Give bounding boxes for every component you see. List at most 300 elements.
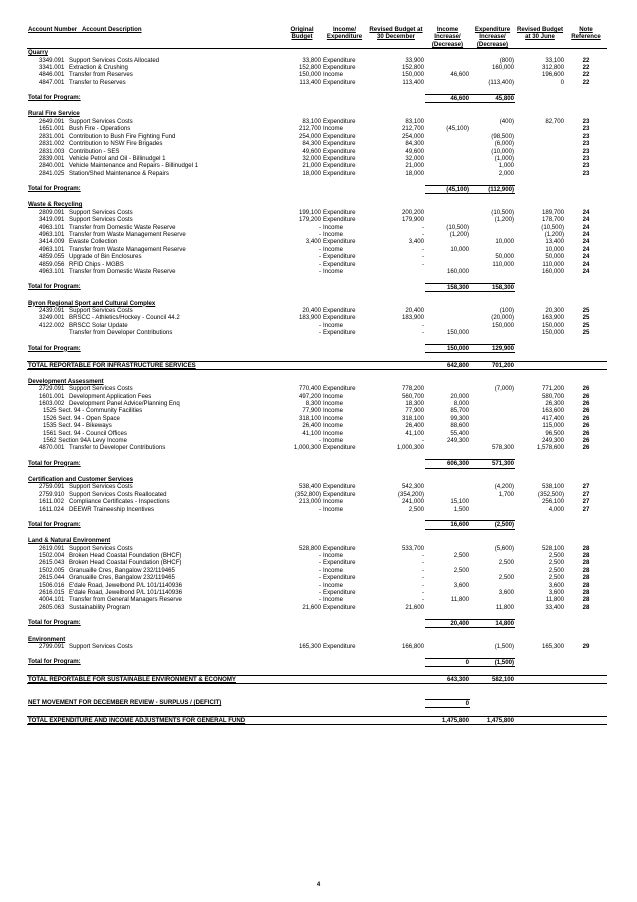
note-reference-cell: 24 — [582, 253, 590, 261]
revised-budget-cell: - — [421, 321, 424, 329]
expenditure-change-cell: 150,000 — [491, 321, 514, 329]
income-change-cell: 10,000 — [450, 245, 469, 253]
spacer-cell — [27, 193, 607, 201]
section-heading: Development Assessment — [28, 377, 104, 385]
table-row — [27, 133, 607, 140]
total-expenditure-change: 45,800 — [470, 94, 515, 102]
revised-june-cell: 2,500 — [548, 552, 564, 560]
table-row — [27, 407, 607, 414]
expenditure-change-cell: 2,500 — [498, 559, 514, 567]
header-revised-budget: Revised Budget at 30 December — [369, 26, 423, 41]
income-expenditure-cell: Income — [323, 498, 343, 506]
income-expenditure-cell: Income — [323, 268, 343, 275]
expenditure-change-cell: 2,500 — [498, 574, 514, 582]
total-expenditure-change: 14,800 — [470, 619, 515, 627]
total-label: NET MOVEMENT FOR DECEMBER REVIEW - SURPLUS / (DEFICIT) — [28, 699, 222, 707]
account-cell — [27, 170, 282, 177]
account-description: BRSCC Solar Update — [69, 321, 128, 329]
account-number: 2616.015 — [39, 589, 65, 597]
program-total-row — [27, 185, 607, 193]
empty-cell — [565, 521, 607, 529]
spacer-row — [27, 650, 607, 658]
table-row — [27, 261, 607, 268]
account-description: Transfer from Developer Contributions — [69, 329, 173, 337]
account-number: 1502.005 — [39, 566, 65, 574]
table-row — [27, 253, 607, 260]
revised-june-cell: 82,700 — [545, 117, 564, 125]
income-change-cell: 85,700 — [450, 407, 469, 415]
spacer-row — [27, 103, 607, 111]
account-number: 1506.016 — [39, 581, 65, 589]
total-label: Total for Program: — [28, 344, 81, 352]
account-number: 4963.101 — [39, 268, 65, 275]
total-income-change: 1,475,800 — [425, 716, 470, 724]
account-number: 1611.024 — [39, 505, 64, 513]
section-heading-row — [27, 476, 607, 483]
section-heading-row — [27, 537, 607, 544]
total-income-change: 606,300 — [425, 460, 470, 468]
account-number: 4846.001 — [39, 71, 65, 79]
table-row — [27, 209, 607, 216]
account-number: 2649.091 — [39, 117, 65, 125]
table-row — [27, 268, 607, 275]
spacer-row — [27, 611, 607, 619]
empty-cell — [515, 658, 565, 666]
income-expenditure-cell: Expenditure — [323, 208, 356, 216]
empty-cell — [515, 361, 565, 369]
account-cell — [27, 545, 282, 552]
table-row — [27, 329, 607, 336]
income-expenditure-cell: Expenditure — [323, 603, 356, 611]
income-expenditure-cell: Income — [323, 245, 343, 253]
account-description: Transfer from General Managers Reserve — [69, 596, 182, 604]
original-budget-cell: 18,000 — [302, 169, 321, 177]
income-expenditure-cell: Expenditure — [323, 385, 356, 393]
revised-june-cell: 2,500 — [548, 574, 564, 582]
page-number: 4 — [316, 882, 321, 888]
income-change-cell — [425, 444, 470, 451]
income-expenditure-cell: Income — [323, 414, 343, 422]
program-total-row — [27, 460, 607, 468]
table-row — [27, 430, 607, 437]
income-expenditure-cell: Expenditure — [323, 238, 356, 246]
original-budget-cell: - — [318, 245, 321, 253]
spacer-row — [27, 292, 607, 300]
expenditure-change-cell: 3,600 — [498, 589, 514, 597]
note-reference-cell: 28 — [582, 544, 590, 552]
income-change-cell — [425, 574, 470, 581]
expenditure-change-cell — [470, 224, 515, 231]
expenditure-change-cell — [470, 498, 515, 505]
original-budget-cell: 32,000 — [302, 154, 321, 162]
revised-budget-cell: 212,700 — [401, 125, 424, 133]
note-reference-cell: 26 — [582, 444, 590, 452]
original-budget-cell: - — [318, 321, 321, 329]
total-label: TOTAL EXPENDITURE AND INCOME ADJUSTMENTS FOR GENERAL FUND — [27, 716, 425, 724]
revised-june-cell: 165,300 — [541, 642, 564, 650]
account-description: Vehicle Petrol and Oil - Billinudgel 1 — [69, 154, 166, 162]
account-number: 2615.044 — [39, 574, 65, 582]
revised-june-cell: 580,700 — [541, 392, 564, 400]
account-cell — [27, 444, 282, 451]
income-change-cell — [425, 118, 470, 125]
revised-budget-cell: 778,200 — [401, 385, 424, 393]
header-expenditure-increase: Expenditure Increase/ (Decrease) — [474, 26, 511, 48]
table-row — [27, 57, 607, 64]
income-change-cell — [425, 170, 470, 177]
income-expenditure-cell: Expenditure — [323, 490, 356, 498]
grand-total-row — [27, 716, 607, 724]
account-description: Compliance Certificates - Inspections — [69, 498, 170, 506]
revised-budget-cell: 166,800 — [401, 642, 424, 650]
account-cell — [27, 261, 282, 268]
income-expenditure-cell: Expenditure — [323, 169, 356, 177]
original-budget-cell: 84,300 — [302, 140, 321, 148]
table-row — [27, 385, 607, 392]
empty-cell — [515, 716, 565, 724]
table-row — [27, 574, 607, 581]
account-cell — [27, 79, 282, 86]
table-row — [27, 604, 607, 611]
income-expenditure-cell: Expenditure — [323, 56, 356, 64]
account-description: Station/Shed Maintenance & Repairs — [69, 169, 169, 177]
income-expenditure-cell: Income — [323, 399, 343, 407]
income-expenditure-cell: Expenditure — [323, 147, 356, 155]
total-expenditure-change: 571,300 — [470, 460, 515, 468]
total-income-change: (45,100) — [425, 185, 470, 193]
note-reference-cell: 24 — [582, 238, 590, 246]
table-row — [27, 170, 607, 177]
note-reference-cell: 28 — [582, 552, 590, 560]
expenditure-change-cell — [470, 430, 515, 437]
empty-cell — [515, 521, 565, 529]
revised-june-cell: 20,300 — [545, 307, 564, 315]
table-row — [27, 64, 607, 71]
empty-cell — [565, 185, 607, 193]
income-change-cell: 160,000 — [446, 268, 469, 275]
account-description: Sustainability Program — [69, 603, 130, 611]
note-reference-cell: 27 — [582, 498, 590, 506]
account-cell — [27, 437, 282, 444]
total-label: Total for Program: — [28, 459, 81, 467]
original-budget-cell: 538,400 — [298, 483, 321, 491]
account-number: 2831.003 — [39, 147, 65, 155]
table-header-row — [27, 26, 607, 49]
revised-june-cell: 538,100 — [541, 483, 564, 491]
table-row — [27, 148, 607, 155]
table-row — [27, 596, 607, 603]
revised-june-cell: 2,500 — [548, 566, 564, 574]
income-change-cell — [425, 491, 470, 498]
original-budget-cell: 26,400 — [302, 422, 321, 430]
revised-june-cell — [515, 125, 565, 132]
original-budget-cell: 8,300 — [305, 399, 321, 407]
note-reference-cell: 22 — [582, 78, 590, 86]
note-reference-cell: 24 — [582, 223, 590, 231]
table-row — [27, 559, 607, 566]
income-expenditure-cell: Expenditure — [323, 329, 356, 337]
spacer-cell — [27, 103, 607, 111]
total-label: Total for Program: — [28, 283, 81, 291]
revised-budget-cell: - — [421, 230, 424, 238]
account-number: 1502.004 — [39, 552, 65, 560]
empty-cell — [565, 675, 607, 683]
income-change-cell — [425, 216, 470, 223]
note-reference-cell: 26 — [582, 422, 590, 430]
income-change-cell — [425, 322, 470, 329]
note-reference-cell: 23 — [582, 169, 590, 177]
revised-june-cell: 150,000 — [541, 329, 564, 337]
note-reference-cell: 28 — [582, 574, 590, 582]
account-number: 3341.001 — [39, 64, 65, 72]
account-cell — [27, 238, 282, 245]
revised-budget-cell: 560,700 — [401, 392, 424, 400]
income-expenditure-cell: Income — [323, 407, 343, 415]
account-description: Support Services Costs — [69, 483, 133, 491]
income-expenditure-cell: Income — [323, 436, 343, 444]
revised-budget-cell: 21,600 — [405, 603, 424, 611]
account-cell — [27, 133, 282, 140]
revised-budget-cell: 183,900 — [401, 314, 424, 322]
account-number: 2759.910 — [39, 490, 65, 498]
account-description: Granuaille Cres, Bangalow 232/119465 — [69, 574, 175, 582]
account-description: Granuaille Cres, Bangalow 232/119465 — [69, 566, 175, 574]
section-heading-row — [27, 201, 607, 208]
spacer-row — [27, 708, 607, 716]
income-change-cell — [425, 385, 470, 392]
income-change-cell: 99,300 — [450, 414, 469, 422]
total-expenditure-change: 1,475,800 — [470, 716, 515, 724]
note-reference-cell: 24 — [582, 208, 590, 216]
account-cell — [27, 209, 282, 216]
account-number: 3249.001 — [39, 314, 65, 322]
income-change-cell: (10,500) — [446, 223, 469, 231]
income-change-cell: 15,100 — [450, 498, 469, 506]
empty-cell — [565, 658, 607, 666]
expenditure-change-cell — [470, 125, 515, 132]
account-cell — [27, 422, 282, 429]
revised-budget-cell: 20,400 — [405, 307, 424, 315]
revised-budget-cell — [367, 268, 425, 275]
account-cell — [27, 314, 282, 321]
empty-cell — [515, 185, 565, 193]
account-description: Transfer from Domestic Waste Reserve — [69, 268, 176, 275]
revised-budget-cell: - — [421, 559, 424, 567]
account-description: Support Services Costs Reallocated — [69, 490, 167, 498]
original-budget-cell: 41,100 — [302, 429, 321, 437]
revised-budget-cell: - — [421, 223, 424, 231]
empty-cell — [515, 345, 565, 353]
table-row — [27, 71, 607, 78]
original-budget-cell: - — [318, 260, 321, 268]
spacer-cell — [27, 177, 607, 185]
account-number: 2809.091 — [39, 208, 65, 216]
account-cell — [27, 582, 282, 589]
total-expenditure-change: (2,500) — [470, 521, 515, 529]
total-expenditure-change: (112,900) — [470, 185, 515, 193]
account-cell — [27, 140, 282, 147]
account-cell — [27, 385, 282, 392]
account-number: 2759.091 — [39, 483, 65, 491]
income-expenditure-cell: Income — [323, 429, 343, 437]
account-cell — [27, 574, 282, 581]
account-cell — [27, 148, 282, 155]
spacer-cell — [27, 337, 607, 345]
income-change-cell — [425, 140, 470, 147]
total-income-change: 150,000 — [425, 345, 470, 353]
note-reference-cell: 22 — [582, 56, 590, 64]
revised-june-cell — [515, 133, 565, 140]
account-description: 1561 Sect. 94 - Council Offices — [43, 429, 127, 437]
income-change-cell — [425, 314, 470, 321]
section-heading-row — [27, 300, 607, 307]
spacer-row — [27, 683, 607, 691]
empty-cell — [515, 94, 565, 102]
income-change-cell — [425, 559, 470, 566]
income-expenditure-cell: Income — [323, 392, 343, 400]
program-total-row — [27, 283, 607, 291]
original-budget-cell: 113,400 — [299, 78, 321, 86]
account-cell — [27, 231, 282, 238]
expenditure-change-cell: 160,000 — [491, 64, 514, 72]
total-income-change: 642,800 — [425, 361, 470, 369]
section-heading-row — [27, 110, 607, 117]
revised-budget-cell: 18,000 — [405, 169, 424, 177]
income-expenditure-cell: Expenditure — [323, 589, 356, 597]
revised-budget-cell: 3,400 — [408, 238, 424, 246]
income-expenditure-cell: Income — [323, 223, 343, 231]
empty-cell — [565, 716, 607, 724]
account-description: 1525 Sect. 94 - Community Facilities — [43, 407, 143, 415]
header-note-reference: Note Reference — [571, 26, 601, 41]
note-reference-cell: 26 — [582, 392, 590, 400]
note-reference-cell: 24 — [582, 230, 590, 238]
revised-budget-cell: - — [421, 596, 424, 604]
table-row — [27, 322, 607, 329]
account-cell — [27, 400, 282, 407]
original-budget-cell: - — [318, 559, 321, 567]
revised-june-cell: (10,500) — [541, 223, 564, 231]
original-budget-cell: 212,700 — [298, 125, 321, 133]
note-reference-cell: 23 — [582, 140, 590, 148]
income-expenditure-cell: Income — [323, 71, 343, 79]
original-budget-cell: - — [318, 230, 321, 238]
account-number: 4122.002 — [39, 321, 65, 329]
account-cell — [27, 393, 282, 400]
income-expenditure-cell: Expenditure — [323, 307, 356, 315]
account-description: Contribution to Bush Fire Fighting Fund — [69, 132, 176, 140]
account-description: 1562 Section 94A Levy Income — [43, 436, 128, 444]
total-expenditure-change — [470, 699, 515, 707]
income-expenditure-cell: Expenditure — [323, 253, 356, 261]
expenditure-change-cell: (10,000) — [491, 147, 514, 155]
original-budget-cell: - — [318, 552, 321, 560]
note-reference-cell: 23 — [582, 117, 590, 125]
table-row — [27, 125, 607, 132]
spacer-cell — [27, 628, 607, 636]
expenditure-change-cell — [470, 393, 515, 400]
income-expenditure-cell: Expenditure — [323, 314, 356, 322]
revised-budget-cell: (354,200) — [397, 490, 424, 498]
revised-june-cell: 312,800 — [541, 64, 564, 72]
income-change-cell — [425, 133, 470, 140]
spacer-row — [27, 177, 607, 185]
income-change-cell — [425, 162, 470, 169]
account-number: 2615.043 — [39, 559, 65, 567]
revised-budget-cell: 77,900 — [405, 407, 424, 415]
income-change-cell: (1,200) — [449, 230, 469, 238]
note-reference-cell: 27 — [582, 505, 590, 513]
empty-cell — [565, 345, 607, 353]
account-description: Support Services Costs — [69, 208, 133, 216]
note-reference-cell: 28 — [582, 589, 590, 597]
spacer-row — [27, 691, 607, 699]
income-change-cell: 2,500 — [453, 566, 469, 574]
original-budget-cell: 165,300 — [298, 642, 321, 650]
revised-june-cell: 26,300 — [545, 399, 564, 407]
total-label: Total for Program: — [28, 619, 81, 627]
expenditure-change-cell — [470, 506, 515, 513]
expenditure-change-cell — [470, 246, 515, 253]
income-expenditure-cell: Income — [323, 125, 343, 133]
header-account-description: Account Description — [81, 26, 142, 33]
spacer-row — [27, 337, 607, 345]
section-heading: Rural Fire Service — [28, 110, 80, 118]
original-budget-cell: 3,400 — [305, 238, 321, 246]
account-description: Transfer to Developer Contributions — [69, 444, 166, 452]
expenditure-change-cell: 11,800 — [495, 603, 514, 611]
expenditure-change-cell: (20,000) — [491, 314, 514, 322]
original-budget-cell: 49,600 — [302, 147, 321, 155]
original-budget-cell: 770,400 — [298, 385, 321, 393]
original-budget-cell: 21,600 — [302, 603, 321, 611]
account-cell — [27, 57, 282, 64]
table-row — [27, 415, 607, 422]
account-description: Development Panel Advice/Planning Enq — [69, 399, 180, 407]
original-budget-cell: - — [318, 505, 321, 513]
income-expenditure-cell: Expenditure — [323, 140, 356, 148]
revised-budget-cell: 254,000 — [401, 132, 424, 140]
account-cell — [27, 430, 282, 437]
table-row — [27, 216, 607, 223]
total-label: Total for Program: — [28, 185, 81, 193]
total-income-change: 16,600 — [425, 521, 470, 529]
income-expenditure-cell: Income — [323, 596, 343, 604]
program-total-row — [27, 619, 607, 627]
table-row — [27, 444, 607, 451]
account-number: 2605.063 — [39, 603, 65, 611]
spacer-row — [27, 86, 607, 94]
revised-budget-cell: 26,400 — [405, 422, 424, 430]
income-change-cell — [425, 545, 470, 552]
expenditure-change-cell: (7,000) — [494, 385, 514, 393]
account-description: Support Services Costs Allocated — [69, 56, 160, 64]
account-cell — [27, 307, 282, 314]
spacer-row — [27, 370, 607, 378]
revised-budget-cell: 241,000 — [401, 498, 424, 506]
account-number: 4847.001 — [39, 78, 65, 86]
account-cell — [27, 216, 282, 223]
account-number: 1601.001 — [39, 392, 65, 400]
revised-budget-cell: 318,100 — [401, 414, 424, 422]
account-description: Transfer from Domestic Waste Reserve — [69, 223, 176, 231]
income-change-cell — [425, 589, 470, 596]
account-cell — [27, 162, 282, 169]
header-original-budget: Original Budget — [290, 26, 314, 41]
total-expenditure-change: 582,100 — [470, 675, 515, 683]
spacer-row — [27, 452, 607, 460]
account-description: Support Services Costs — [69, 307, 133, 315]
